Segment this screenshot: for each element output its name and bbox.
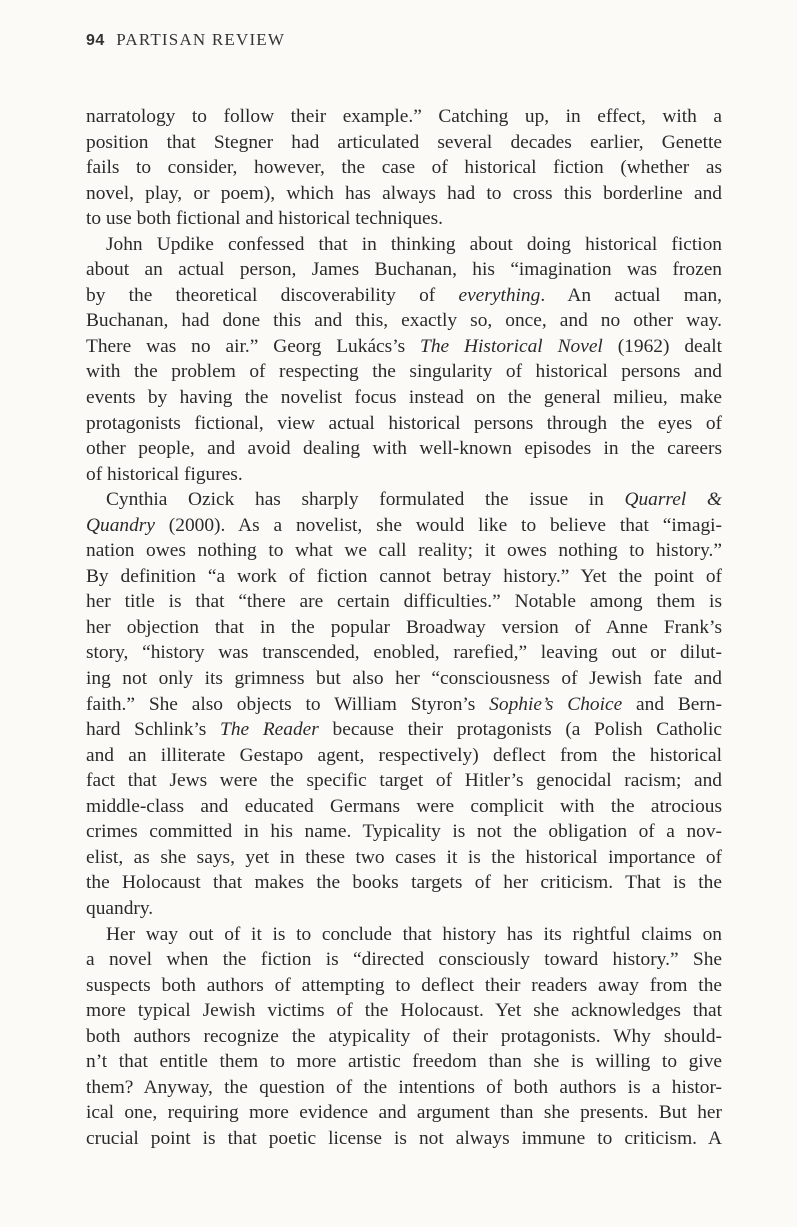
text-run: with the problem of respecting the singularity of historical persons and	[86, 361, 722, 383]
text-line	[86, 717, 722, 743]
text-run: John Updike confessed that in thinking about doing historical fiction	[106, 233, 722, 255]
text-run: protagonists fictional, view actual historical persons through the eyes of	[86, 412, 722, 434]
text-run: to use both fictional and historical techniques.	[86, 208, 444, 230]
text-line	[86, 666, 722, 692]
text-run: ing not only its grimness but also her “consciousness of Jewish fate and	[86, 668, 722, 690]
text-line	[86, 538, 722, 564]
text-run: Buchanan, had done this and this, exactly so, once, and no other way.	[86, 310, 722, 332]
text-line	[86, 308, 722, 334]
text-line	[86, 589, 722, 615]
text-line	[86, 743, 722, 769]
italic-text: Quarrel &	[624, 489, 722, 511]
text-run: faith.” She also objects to William Styron’s	[86, 693, 490, 715]
text-run: narratology to follow their example.” Catching up, in effect, with a	[86, 106, 722, 127]
text-line	[86, 1075, 722, 1101]
text-run: both authors recognize the atypicality of their protagonists. Why should-	[86, 1025, 722, 1047]
italic-text: Quandry	[86, 514, 155, 536]
text-line	[86, 1126, 722, 1152]
italic-text: everything	[458, 284, 541, 306]
text-line	[86, 385, 722, 411]
italic-text: The Historical Novel	[420, 335, 603, 357]
text-line	[86, 998, 722, 1024]
text-run: fact that Jews were the specific target of Hitler’s genocidal racism; and	[86, 770, 722, 792]
text-line	[86, 257, 722, 283]
text-run: because their protagonists (a Polish Catholic	[318, 719, 722, 741]
text-line	[86, 947, 722, 973]
text-run: and an illiterate Gestapo agent, respectively) deflect from the historical	[86, 744, 722, 766]
text-line	[86, 845, 722, 871]
text-run: story, “history was transcended, enobled, rarefied,” leaving out or dilut-	[86, 642, 722, 664]
text-run: nation owes nothing to what we call reality; it owes nothing to history.”	[86, 540, 722, 562]
text-run: hard Schlink’s	[86, 719, 221, 741]
text-line	[86, 870, 722, 896]
text-line	[86, 819, 722, 845]
text-run: n’t that entitle them to more artistic freedom than she is willing to give	[86, 1051, 722, 1073]
text-line	[86, 487, 722, 513]
text-run: Cynthia Ozick has sharply formulated the issue in	[106, 489, 625, 511]
text-line	[86, 411, 722, 437]
page-number: 94	[86, 32, 105, 49]
text-line	[86, 896, 722, 922]
text-run: of historical figures.	[86, 463, 243, 485]
text-run: There was no air.” Georg Lukács’s	[86, 335, 421, 357]
text-run: crucial point is that poetic license is not always immune to criticism. A	[86, 1127, 722, 1149]
text-run: and Bern-	[622, 693, 723, 715]
text-run: Her way out of it is to conclude that history has its rightful claims on	[106, 923, 722, 945]
text-run: them? Anyway, the question of the intentions of both authors is a histor-	[86, 1076, 722, 1098]
body-text	[86, 104, 722, 1151]
text-line	[86, 436, 722, 462]
text-run: her title is that “there are certain difficulties.” Notable among them is	[86, 591, 722, 613]
text-line	[86, 973, 722, 999]
text-run: . An actual man,	[540, 284, 723, 306]
text-run: fails to consider, however, the case of historical fiction (whether as	[86, 157, 722, 179]
text-run: middle-class and educated Germans were complicit with the atrocious	[86, 795, 722, 817]
text-run: by the theoretical discoverability of	[86, 284, 459, 306]
italic-text: The Reader	[220, 719, 319, 741]
text-line	[86, 1024, 722, 1050]
text-line	[86, 692, 722, 718]
text-line	[86, 1049, 722, 1075]
text-line	[86, 181, 722, 207]
text-run: more typical Jewish victims of the Holocaust. Yet she acknowledges that	[86, 1000, 722, 1022]
text-run: quandry.	[86, 897, 154, 919]
text-line	[86, 513, 722, 539]
text-line	[86, 1100, 722, 1126]
text-line	[86, 794, 722, 820]
text-line	[86, 206, 722, 232]
text-run: the Holocaust that makes the books targets of her criticism. That is the	[86, 872, 722, 894]
text-line	[86, 155, 722, 181]
text-line	[86, 564, 722, 590]
text-line	[86, 462, 722, 488]
running-head	[86, 30, 285, 50]
text-line	[86, 922, 722, 948]
text-run: her objection that in the popular Broadway version of Anne Frank’s	[86, 616, 722, 638]
text-run: about an actual person, James Buchanan, his “imagination was frozen	[86, 259, 722, 281]
text-run: position that Stegner had articulated several decades earlier, Genette	[86, 131, 722, 153]
text-line	[86, 232, 722, 258]
text-run: a novel when the fiction is “directed consciously toward history.” She	[86, 949, 722, 971]
text-line	[86, 615, 722, 641]
text-run: ical one, requiring more evidence and argument than she presents. But her	[86, 1102, 722, 1124]
text-line	[86, 130, 722, 156]
text-run: By definition “a work of fiction cannot betray history.” Yet the point of	[86, 565, 722, 587]
text-line	[86, 104, 722, 130]
text-line	[86, 640, 722, 666]
text-run: crimes committed in his name. Typicality is not the obligation of a nov-	[86, 821, 722, 843]
text-run: (1962) dealt	[602, 335, 722, 357]
text-line	[86, 768, 722, 794]
text-run: novel, play, or poem), which has always had to cross this borderline and	[86, 182, 722, 204]
text-line	[86, 334, 722, 360]
text-line	[86, 283, 722, 309]
text-run: (2000). As a novelist, she would like to believe that “imagi-	[154, 514, 722, 536]
journal-title: PARTISAN REVIEW	[116, 30, 286, 49]
italic-text: Sophie’s Choice	[489, 693, 623, 715]
text-run: other people, and avoid dealing with well-known episodes in the careers	[86, 438, 722, 460]
text-run: elist, as she says, yet in these two cases it is the historical importance of	[86, 846, 722, 868]
text-run: suspects both authors of attempting to deflect their readers away from the	[86, 974, 722, 996]
text-run: events by having the novelist focus instead on the general milieu, make	[86, 387, 722, 409]
text-line	[86, 359, 722, 385]
